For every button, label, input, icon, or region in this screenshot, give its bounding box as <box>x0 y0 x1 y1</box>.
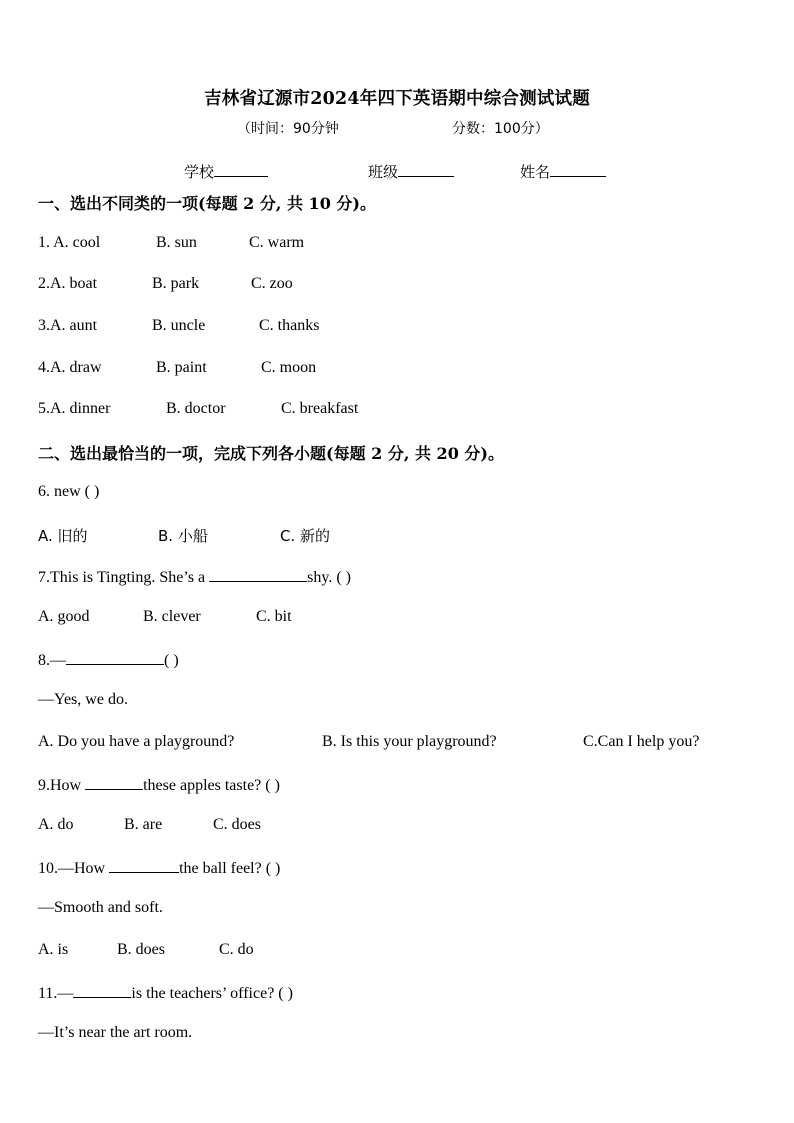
q4-option-a: 4.A. draw <box>38 359 102 376</box>
q8-reply: —Yes, we do. <box>38 691 128 708</box>
q10-stem-start: 10.—How <box>38 860 110 877</box>
section1-heading: 一、选出不同类的一项(每题 2 分, 共 10 分)。 <box>38 194 376 213</box>
exam-score: 分数：100分） <box>452 121 549 137</box>
q8-option-c: C.Can I help you? <box>583 733 700 750</box>
q11-reply: —It’s near the art room. <box>38 1024 193 1041</box>
q2-option-a: 2.A. boat <box>38 275 98 292</box>
q2-option-c: C. zoo <box>251 275 293 292</box>
q11-stem <box>38 983 293 1003</box>
q6-option-a: A. 旧的 <box>38 527 88 545</box>
exam-time: （时间：90分钟 <box>237 121 339 137</box>
q10-stem-end: the ball feel? ( ) <box>179 860 281 877</box>
name-blank <box>550 162 606 177</box>
q6-option-b: B. 小船 <box>158 527 208 545</box>
q10-option-a: A. is <box>38 941 69 958</box>
q3-option-b: B. uncle <box>152 317 206 334</box>
q10-option-b: B. does <box>117 941 165 958</box>
q10-blank <box>109 858 179 873</box>
q6-stem: 6. new ( ) <box>38 483 100 500</box>
q11-stem-start: 11.— <box>38 985 74 1002</box>
q8-option-a: A. Do you have a playground? <box>38 733 235 750</box>
q7-stem <box>38 567 351 587</box>
q8-blank <box>66 650 164 665</box>
q5-option-a: 5.A. dinner <box>38 400 111 417</box>
q9-option-a: A. do <box>38 816 74 833</box>
q7-option-a: A. good <box>38 608 90 625</box>
q4-option-b: B. paint <box>156 359 207 376</box>
q10-stem <box>38 858 280 878</box>
q7-blank <box>209 567 307 582</box>
name-label: 姓名 <box>520 163 551 181</box>
q9-blank <box>85 775 143 790</box>
q11-blank <box>73 983 131 998</box>
q9-stem <box>38 775 280 795</box>
q11-stem-end: is the teachers’ office? ( ) <box>131 985 293 1002</box>
q3-option-c: C. thanks <box>259 317 320 334</box>
q10-option-c: C. do <box>219 941 254 958</box>
section2-heading: 二、选出最恰当的一项，完成下列各小题(每题 2 分, 共 20 分)。 <box>38 444 504 463</box>
class-blank <box>398 162 454 177</box>
q7-option-b: B. clever <box>143 608 201 625</box>
page-title: 吉林省辽源市2024年四下英语期中综合测试试题 <box>204 89 590 109</box>
q4-option-c: C. moon <box>261 359 317 376</box>
q3-option-a: 3.A. aunt <box>38 317 98 334</box>
q7-option-c: C. bit <box>256 608 292 625</box>
school-field <box>184 161 268 182</box>
class-field <box>368 161 454 182</box>
q2-option-b: B. park <box>152 275 200 292</box>
q7-stem-end: shy. ( ) <box>307 569 351 586</box>
class-label: 班级 <box>368 163 399 181</box>
q1-option-c: C. warm <box>249 234 305 251</box>
q10-reply: —Smooth and soft. <box>38 899 163 916</box>
q8-stem-end: ( ) <box>164 652 179 669</box>
q8-option-b: B. Is this your playground? <box>322 733 497 750</box>
q8-stem-start: 8.— <box>38 652 66 669</box>
q5-option-c: C. breakfast <box>281 400 359 417</box>
q9-stem-start: 9.How <box>38 777 86 794</box>
q8-stem <box>38 650 179 670</box>
q9-stem-end: these apples taste? ( ) <box>143 777 280 794</box>
q1-option-a: 1. A. cool <box>38 234 101 251</box>
q9-option-c: C. does <box>213 816 261 833</box>
q7-stem-start: 7.This is Tingting. She’s a <box>38 569 210 586</box>
school-label: 学校 <box>184 163 215 181</box>
school-blank <box>214 162 268 177</box>
q6-option-c: C. 新的 <box>280 527 331 545</box>
q9-option-b: B. are <box>124 816 163 833</box>
q1-option-b: B. sun <box>156 234 197 251</box>
q5-option-b: B. doctor <box>166 400 226 417</box>
name-field <box>520 161 606 182</box>
